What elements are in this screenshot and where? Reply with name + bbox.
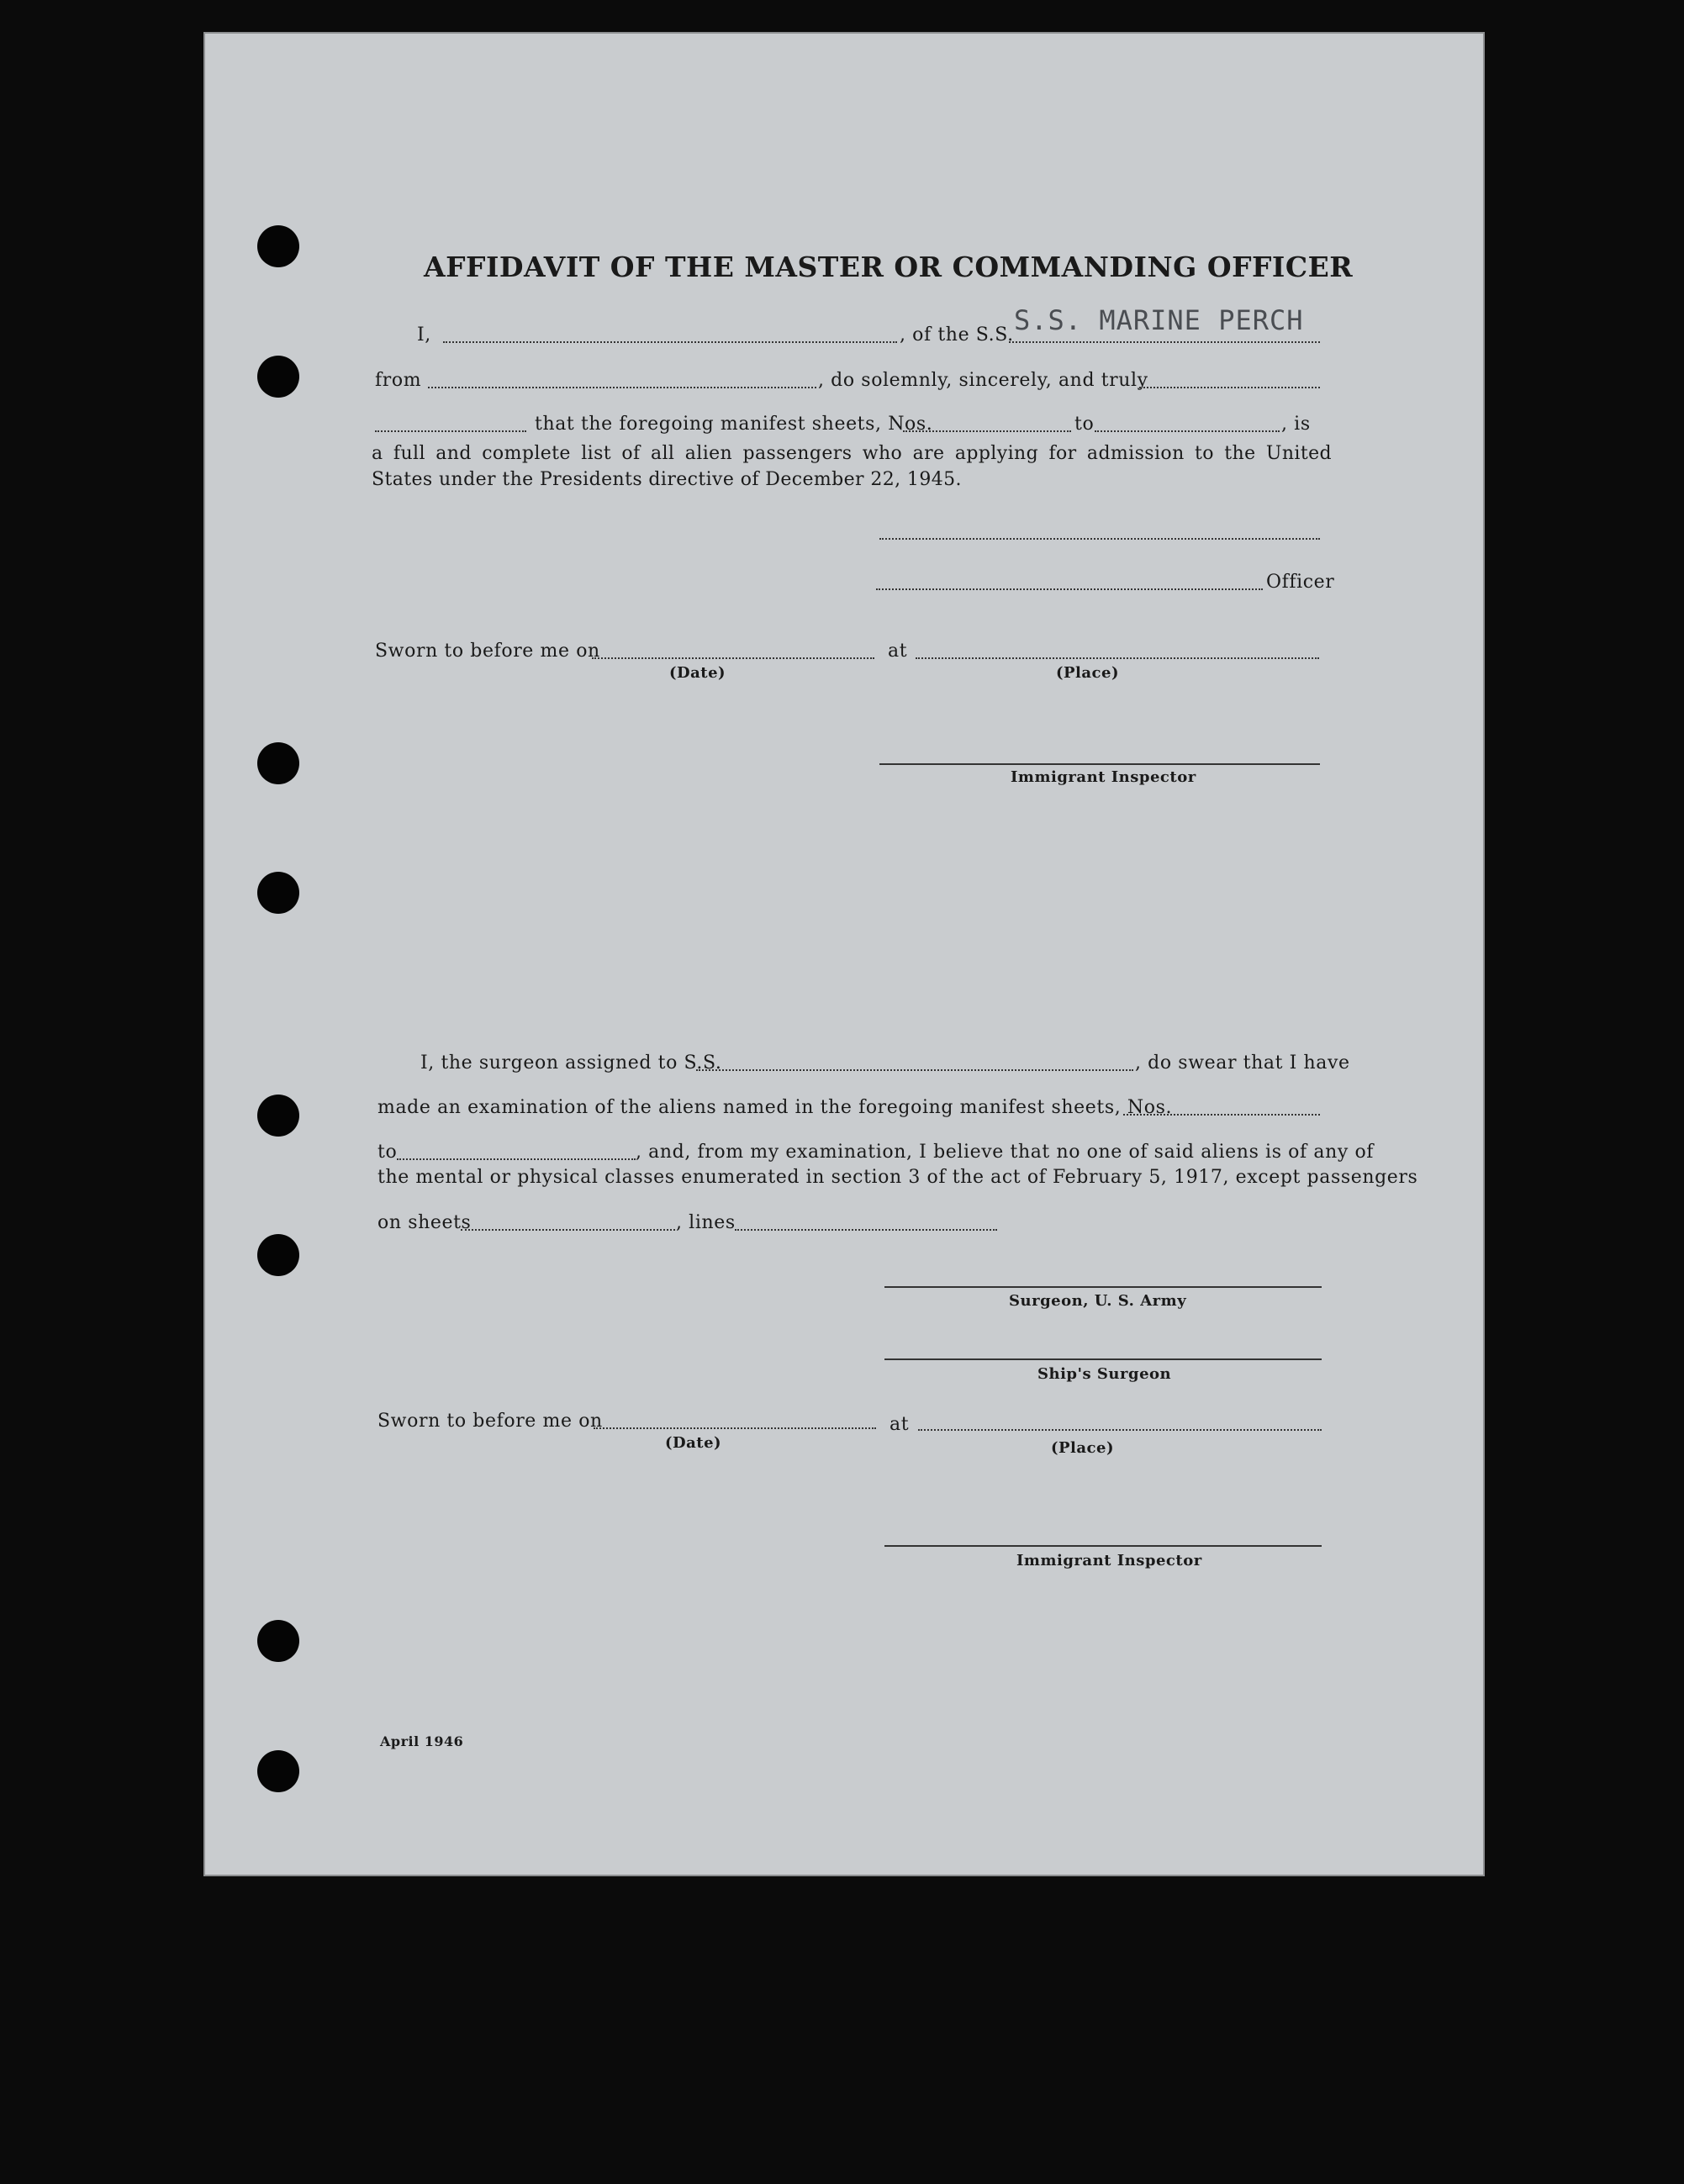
master-name-field[interactable] [443, 341, 897, 343]
and-from-label: , and, from my examination, I believe that no one of said aliens is of any of [636, 1142, 1375, 1163]
sheets-from-field[interactable] [903, 430, 1071, 432]
from-port-field[interactable] [428, 387, 816, 388]
at-label: at [888, 641, 908, 662]
surgeon-at-label: at [890, 1414, 910, 1435]
sworn-date-field[interactable] [592, 657, 874, 659]
of-the-ss-label: , of the S.S. [900, 324, 1014, 346]
do-swear-label: , do swear that I have [1135, 1052, 1350, 1074]
sworn-label: Sworn to before me on [375, 641, 600, 662]
except-lines-field[interactable] [735, 1229, 997, 1231]
signature-line[interactable] [879, 538, 1320, 540]
to-label: to [1074, 414, 1095, 435]
form-date: April 1946 [380, 1733, 464, 1749]
on-sheets-label: on sheets [377, 1212, 472, 1233]
binder-hole [257, 1234, 299, 1276]
surgeon-place-caption: (Place) [1051, 1439, 1114, 1457]
surgeon-inspector-caption: Immigrant Inspector [1016, 1552, 1202, 1569]
solemnly-label: , do solemnly, sincerely, and truly [818, 370, 1148, 391]
surgeon-ship-field[interactable] [696, 1069, 1133, 1071]
ships-surgeon-signature-field[interactable] [884, 1358, 1322, 1360]
officer-signature-field[interactable] [876, 588, 1263, 590]
sworn-place-field[interactable] [916, 657, 1319, 659]
surgeon-sworn-label: Sworn to before me on [377, 1411, 603, 1432]
binder-hole [257, 225, 299, 267]
surgeon-inspector-signature-field[interactable] [884, 1545, 1322, 1547]
binder-hole [257, 1095, 299, 1137]
except-sheets-field[interactable] [461, 1229, 675, 1231]
made-exam-label: made an examination of the aliens named in the foregoing manifest sheets, Nos. [377, 1097, 1173, 1118]
exam-sheets-to-field[interactable] [397, 1158, 636, 1160]
inspector-signature-field[interactable] [879, 763, 1320, 765]
is-label: , is [1281, 414, 1311, 435]
oath-verb-field[interactable] [375, 430, 526, 432]
document-page [205, 34, 1483, 1875]
surgeon-date-caption: (Date) [665, 1434, 722, 1452]
full-list-paragraph: a full and complete list of all alien passengers who are applying for admission to the United States under the Presidents directive of December 22, 1945. [372, 443, 1332, 490]
surgeon-intro-label: I, the surgeon assigned to S.S. [420, 1052, 722, 1074]
foregoing-sheets-label: that the foregoing manifest sheets, Nos. [535, 414, 933, 435]
from-label: from [375, 370, 422, 391]
army-surgeon-signature-field[interactable] [884, 1286, 1322, 1288]
army-surgeon-caption: Surgeon, U. S. Army [1009, 1292, 1187, 1310]
page-title: AFFIDAVIT OF THE MASTER OR COMMANDING OFFICER [424, 251, 1354, 283]
exam-sheets-field[interactable] [1123, 1114, 1320, 1116]
binder-hole [257, 1750, 299, 1792]
officer-label: Officer [1266, 572, 1335, 593]
date-caption: (Date) [669, 664, 726, 682]
binder-hole [257, 872, 299, 914]
mental-classes-label: the mental or physical classes enumerated in section 3 of the act of February 5, 1917, except passengers [377, 1167, 1418, 1188]
binder-hole [257, 742, 299, 784]
ship-name-stamp: S.S. MARINE PERCH [1014, 304, 1304, 336]
lines-label: , lines [676, 1212, 736, 1233]
binder-hole [257, 356, 299, 398]
inspector-caption: Immigrant Inspector [1011, 768, 1196, 786]
surgeon-sworn-date-field[interactable] [594, 1427, 876, 1429]
master-i-label: I, [417, 324, 431, 346]
place-caption: (Place) [1056, 664, 1119, 682]
ship-name-field[interactable] [1009, 341, 1320, 343]
surgeon-to-label: to [377, 1142, 398, 1163]
surgeon-sworn-place-field[interactable] [918, 1429, 1322, 1431]
oath-field[interactable] [1139, 387, 1320, 388]
sheets-to-field[interactable] [1095, 430, 1280, 432]
binder-hole [257, 1620, 299, 1662]
ships-surgeon-caption: Ship's Surgeon [1037, 1365, 1172, 1383]
